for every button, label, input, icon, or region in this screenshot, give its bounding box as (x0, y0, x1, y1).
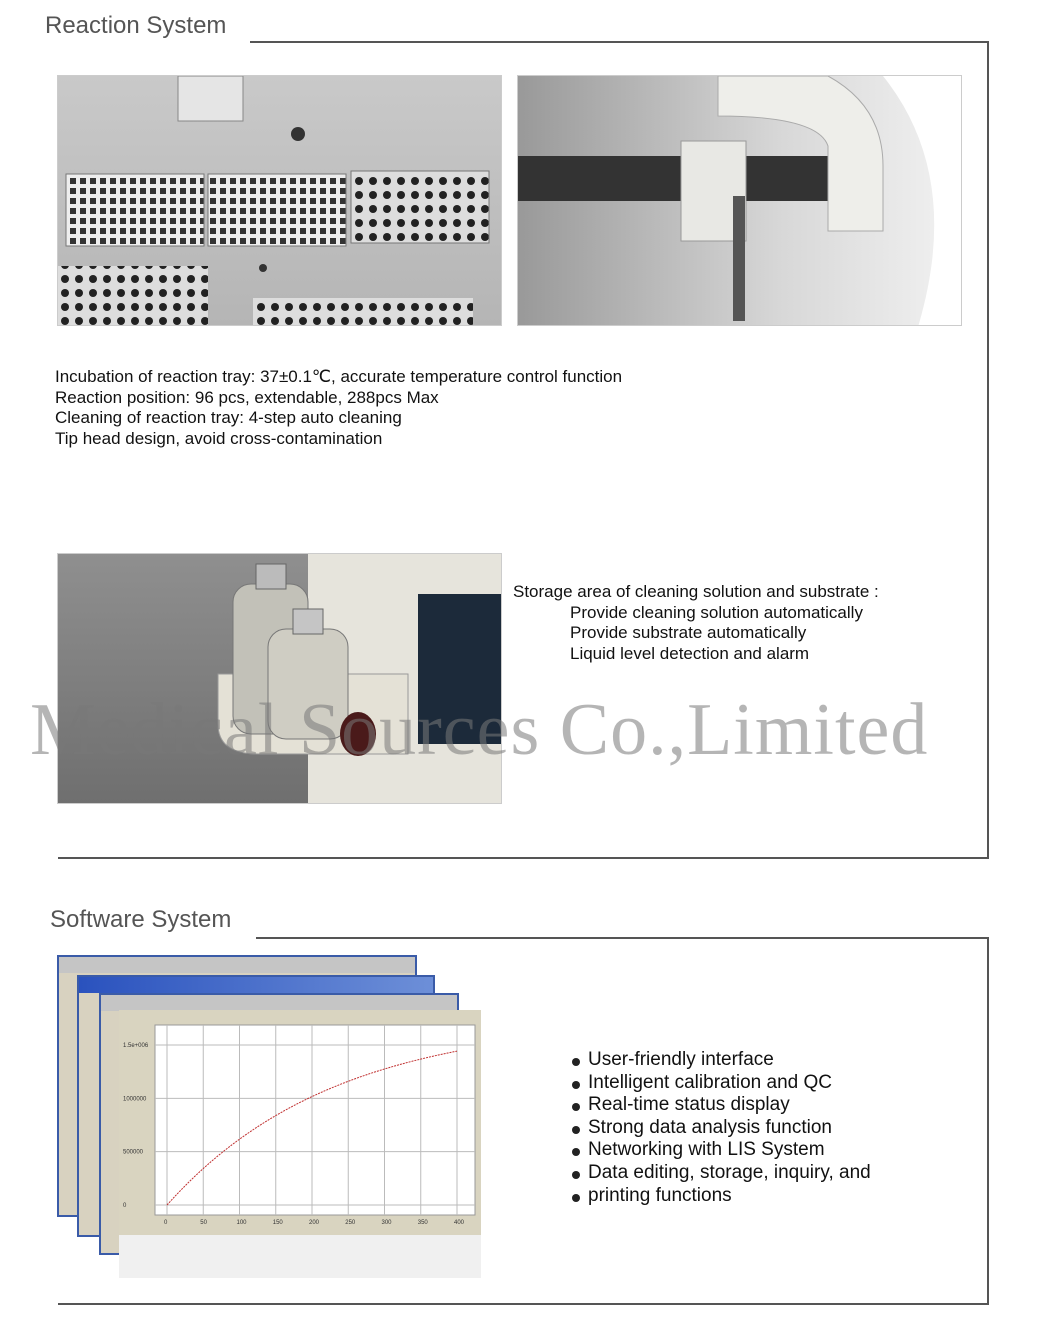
x-tick-label: 350 (417, 1220, 428, 1226)
tip-head-photo (517, 75, 962, 326)
feature-item: Intelligent calibration and QC (570, 1072, 871, 1095)
feature-item: Networking with LIS System (570, 1139, 871, 1162)
x-tick-label: 150 (272, 1220, 283, 1226)
feature-item: User-friendly interface (570, 1049, 871, 1072)
feature-item: printing functions (570, 1185, 871, 1208)
reaction-tray-photo (57, 75, 502, 326)
software-screenshot (57, 955, 482, 1280)
software-features (570, 1049, 871, 1207)
storage-heading: Storage area of cleaning solution and substrate : (513, 582, 879, 601)
reaction-system-title: Reaction System (45, 12, 227, 39)
y-tick-label: 1000000 (123, 1096, 147, 1103)
divider (58, 857, 989, 859)
x-tick-label: 300 (381, 1220, 392, 1226)
software-system-title: Software System (50, 906, 232, 933)
spec-line: Cleaning of reaction tray: 4-step auto cleaning (55, 408, 402, 428)
storage-item: Provide substrate automatically (570, 623, 807, 643)
storage-item: Liquid level detection and alarm (570, 644, 810, 664)
spec-line: Incubation of reaction tray: 37±0.1℃, accurate temperature control function (55, 367, 623, 386)
storage-description (513, 582, 879, 665)
x-tick-label: 100 (236, 1220, 247, 1226)
x-tick-label: 50 (200, 1220, 207, 1226)
x-tick-label: 200 (309, 1220, 320, 1226)
feature-item: Real-time status display (570, 1094, 871, 1117)
divider (250, 41, 989, 43)
divider (987, 937, 989, 1305)
divider (987, 41, 989, 859)
y-tick-label: 1.5e+006 (123, 1043, 149, 1049)
x-tick-label: 400 (454, 1220, 465, 1226)
feature-item: Strong data analysis function (570, 1117, 871, 1140)
x-tick-label: 0 (164, 1220, 168, 1226)
storage-item: Provide cleaning solution automatically (570, 602, 863, 622)
spec-line: Reaction position: 96 pcs, extendable, 288pcs Max (55, 387, 439, 407)
feature-item: Data editing, storage, inquiry, and (570, 1162, 871, 1185)
spec-line: Tip head design, avoid cross-contamination (55, 429, 383, 449)
divider (256, 937, 989, 939)
x-tick-label: 250 (345, 1220, 356, 1226)
divider (58, 1303, 989, 1305)
reaction-specs (55, 367, 622, 450)
y-tick-label: 0 (123, 1203, 127, 1209)
y-tick-label: 500000 (123, 1149, 144, 1156)
calibration-chart (119, 1010, 481, 1278)
watermark: Medical Sources Co.,Limited (30, 689, 929, 771)
